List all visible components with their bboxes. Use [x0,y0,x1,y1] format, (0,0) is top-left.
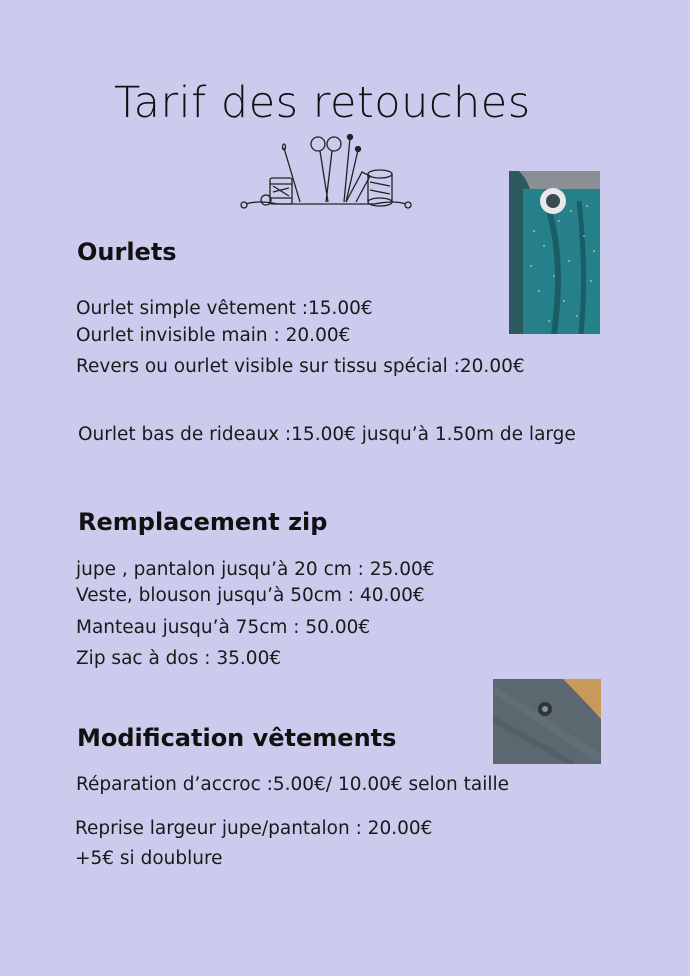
price-line: jupe , pantalon jusqu’à 20 cm : 25.00€ [76,559,435,580]
price-line: Ourlet bas de rideaux :15.00€ jusqu’à 1.50m de large [78,424,576,445]
price-line: Veste, blouson jusqu’à 50cm : 40.00€ [76,585,425,606]
price-line: Réparation d’accroc :5.00€/ 10.00€ selon taille [76,774,510,795]
sewing-tools-icon [238,130,414,212]
page-title: Tarif des retouches [114,78,531,128]
price-line: +5€ si doublure [75,848,223,869]
price-line: Reprise largeur jupe/pantalon : 20.00€ [75,818,433,839]
teal-curtain-photo [509,171,600,334]
price-line: Manteau jusqu’à 75cm : 50.00€ [76,617,371,638]
section-heading-ourlets: Ourlets [77,238,177,266]
price-line: Revers ou ourlet visible sur tissu spécial :20.00€ [76,356,525,377]
price-line: Ourlet simple vêtement :15.00€ [76,298,373,319]
denim-repair-photo [493,679,601,764]
price-line: Ourlet invisible main : 20.00€ [76,325,351,346]
section-heading-modification: Modification vêtements [77,724,397,752]
section-heading-zip: Remplacement zip [78,508,328,536]
price-line: Zip sac à dos : 35.00€ [76,648,282,669]
